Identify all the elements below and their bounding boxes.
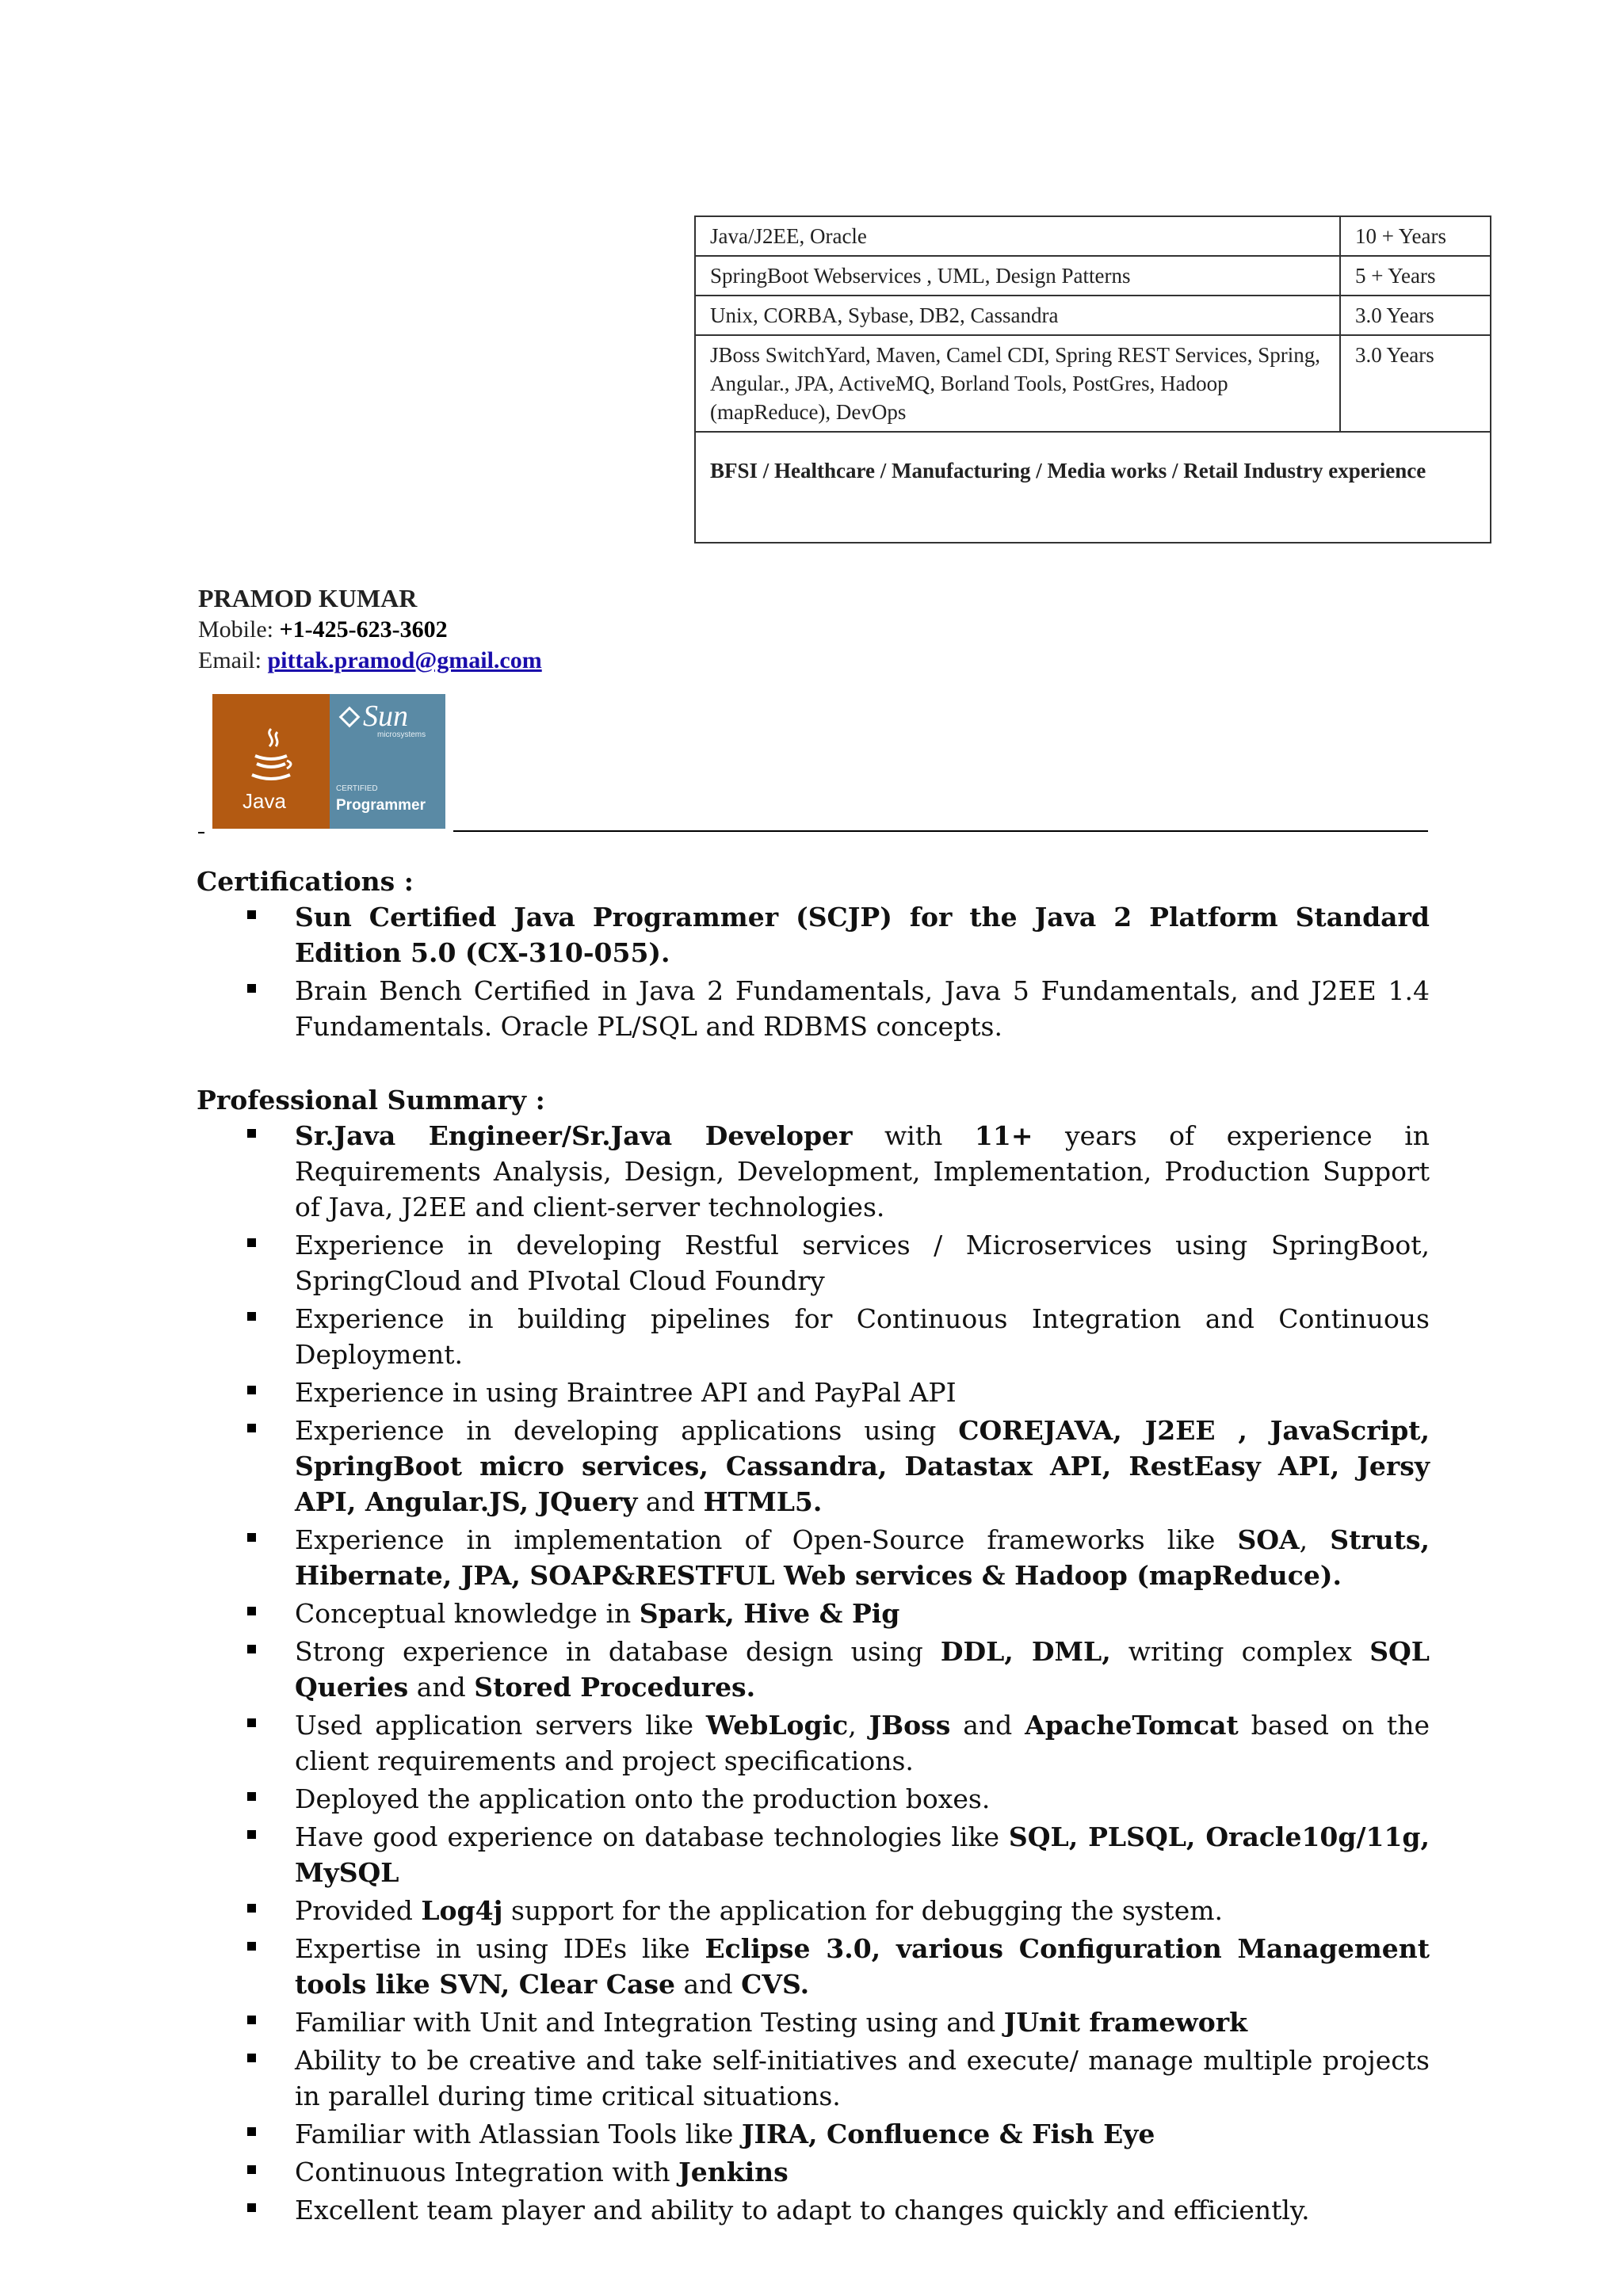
list-item: Experience in developing applications using COREJAVA, J2EE , JavaScript, SpringBoot micro services, Cassandra, Datastax API, RestEasy API, Jersy API, Angular.JS, JQuery and HTML5. [197, 1413, 1430, 1520]
java-cup-icon [247, 726, 295, 788]
square-bullet-icon [247, 2127, 256, 2136]
square-bullet-icon [247, 2016, 256, 2024]
square-bullet-icon [247, 1904, 256, 1913]
list-item: Continuous Integration with Jenkins [197, 2154, 1430, 2190]
list-item: Deployed the application onto the production boxes. [197, 1781, 1430, 1817]
list-item: Experience in developing Restful services / Microservices using SpringBoot, SpringCloud and PIvotal Cloud Foundry [197, 1227, 1430, 1299]
summary-list [197, 1118, 1430, 2228]
certifications-list [197, 899, 1430, 1044]
mobile-number: +1-425-623-3602 [279, 616, 448, 643]
table-row [695, 432, 1491, 543]
square-bullet-icon [247, 1942, 256, 1951]
list-item: Brain Bench Certified in Java 2 Fundamentals, Java 5 Fundamentals, and J2EE 1.4 Fundamentals. Oracle PL/SQL and RDBMS concepts. [197, 973, 1430, 1044]
candidate-name: PRAMOD KUMAR [198, 584, 418, 612]
square-bullet-icon [247, 2203, 256, 2212]
years-cell: 10 + Years [1340, 216, 1491, 256]
resume-body [197, 864, 1430, 2230]
list-item: Expertise in using IDEs like Eclipse 3.0, various Configuration Management tools like SVN, Clear Case and CVS. [197, 1931, 1430, 2002]
sun-logo-panel [330, 694, 445, 829]
table-row [695, 296, 1491, 335]
square-bullet-icon [247, 1129, 256, 1138]
java-certified-logo [212, 694, 445, 829]
list-item: Experience in using Braintree API and PayPal API [197, 1375, 1430, 1410]
java-logo-panel [212, 694, 330, 829]
email-label: Email: [198, 647, 268, 673]
list-item: Familiar with Atlassian Tools like JIRA, Confluence & Fish Eye [197, 2116, 1430, 2152]
skill-cell: Unix, CORBA, Sybase, DB2, Cassandra [695, 296, 1340, 335]
square-bullet-icon [247, 1238, 256, 1247]
years-cell: 3.0 Years [1340, 335, 1491, 432]
sun-microsystems-text: microsystems [377, 730, 426, 739]
programmer-text: Programmer [336, 797, 426, 814]
square-bullet-icon [247, 1424, 256, 1432]
list-item: Strong experience in database design using DDL, DML, writing complex SQL Queries and Stored Procedures. [197, 1634, 1430, 1705]
skills-table [694, 215, 1491, 543]
square-bullet-icon [247, 910, 256, 919]
square-bullet-icon [247, 1718, 256, 1727]
sun-logo-text: Sun [363, 700, 408, 733]
square-bullet-icon [247, 1830, 256, 1839]
years-cell: 3.0 Years [1340, 296, 1491, 335]
list-item: Excellent team player and ability to adapt to changes quickly and efficiently. [197, 2192, 1430, 2228]
square-bullet-icon [247, 984, 256, 993]
contact-block [198, 583, 542, 676]
industry-cell: BFSI / Healthcare / Manufacturing / Media works / Retail Industry experience [695, 432, 1491, 543]
table-row [695, 335, 1491, 432]
header-divider-short [198, 832, 204, 833]
summary-title: Professional Summary : [197, 1085, 545, 1116]
square-bullet-icon [247, 1792, 256, 1801]
square-bullet-icon [247, 1607, 256, 1615]
square-bullet-icon [247, 1312, 256, 1321]
table-row [695, 216, 1491, 256]
email-line [198, 645, 542, 676]
square-bullet-icon [247, 1645, 256, 1653]
list-item: Familiar with Unit and Integration Testing using and JUnit framework [197, 2004, 1430, 2040]
square-bullet-icon [247, 1533, 256, 1542]
sun-diamond-icon [338, 705, 361, 729]
list-item: Experience in building pipelines for Continuous Integration and Continuous Deployment. [197, 1301, 1430, 1372]
list-item: Sr.Java Engineer/Sr.Java Developer with 11+ years of experience in Requirements Analysis, Design, Development, Implementation, Production Support of Java, J2EE and client-server technologies. [197, 1118, 1430, 1225]
email-link[interactable]: pittak.pramod@gmail.com [267, 647, 542, 673]
mobile-label: Mobile: [198, 616, 280, 643]
square-bullet-icon [247, 2054, 256, 2062]
list-item: Provided Log4j support for the application for debugging the system. [197, 1893, 1430, 1928]
skill-cell: JBoss SwitchYard, Maven, Camel CDI, Spring REST Services, Spring, Angular., JPA, ActiveMQ, Borland Tools, PostGres, Hadoop (mapReduce), DevOps [695, 335, 1340, 432]
java-logo-text: Java [242, 789, 286, 813]
list-item: Used application servers like WebLogic, JBoss and ApacheTomcat based on the client requirements and project specifications. [197, 1707, 1430, 1779]
list-item: Experience in implementation of Open-Source frameworks like SOA, Struts, Hibernate, JPA, SOAP&RESTFUL Web services & Hadoop (mapReduce). [197, 1522, 1430, 1593]
skill-cell: SpringBoot Webservices , UML, Design Patterns [695, 256, 1340, 296]
square-bullet-icon [247, 1386, 256, 1394]
list-item: Sun Certified Java Programmer (SCJP) for the Java 2 Platform Standard Edition 5.0 (CX-310-055). [197, 899, 1430, 971]
list-item: Ability to be creative and take self-initiatives and execute/ manage multiple projects in parallel during time critical situations. [197, 2042, 1430, 2114]
square-bullet-icon [247, 2165, 256, 2174]
list-item: Have good experience on database technologies like SQL, PLSQL, Oracle10g/11g, MySQL [197, 1819, 1430, 1890]
years-cell: 5 + Years [1340, 256, 1491, 296]
table-row [695, 256, 1491, 296]
skill-cell: Java/J2EE, Oracle [695, 216, 1340, 256]
certifications-title: Certifications : [197, 866, 414, 897]
mobile-line [198, 614, 542, 645]
list-item: Conceptual knowledge in Spark, Hive & Pig [197, 1596, 1430, 1631]
certified-text: CERTIFIED [336, 784, 378, 793]
header-divider [453, 830, 1428, 832]
